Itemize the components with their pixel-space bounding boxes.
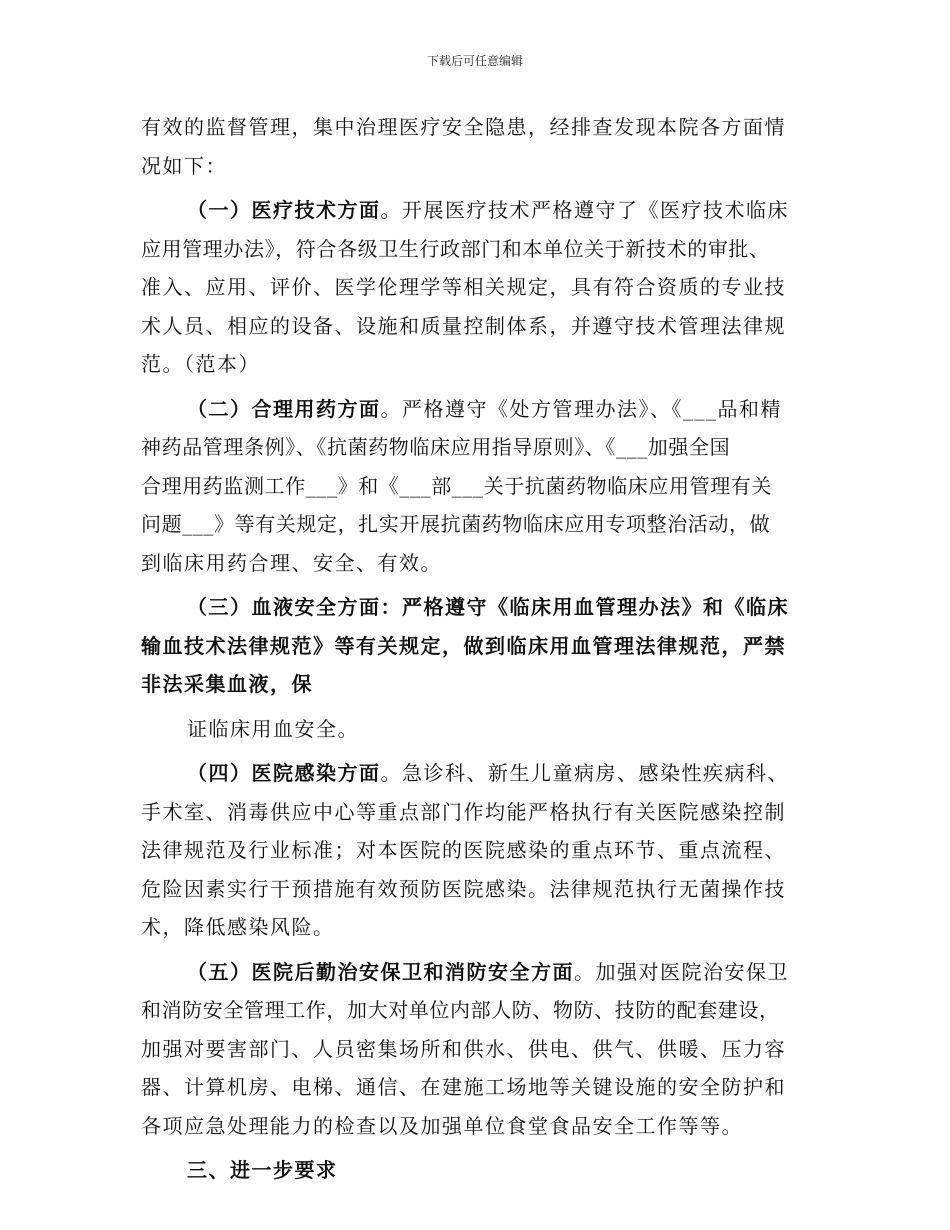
paragraph-5-heading: （五）医院后勤治安保卫和消防安全方面 xyxy=(187,959,574,984)
text-line: 输血技术法律规范》等有关规定，做到临床用血管理法律规范，严禁 xyxy=(141,633,786,658)
paragraph-5-first-line xyxy=(141,953,821,992)
paragraph-2-text: 。严格遵守《处方管理办法》、《___品和精 xyxy=(380,396,782,421)
text-line: 加强对要害部门、人员密集场所和供水、供电、供气、供暖、压力容 xyxy=(141,1036,786,1061)
paragraph-4-first-line xyxy=(141,754,821,793)
text-line: 各项应急处理能力的检查以及加强单位食堂食品安全工作等等。 xyxy=(141,1113,743,1138)
paragraph-2-first-line xyxy=(141,390,821,429)
paragraph-1-heading: （一）医疗技术方面 xyxy=(187,198,381,222)
paragraph-2-heading: （二）合理用药方面 xyxy=(187,396,381,421)
text-line: 手术室、消毒供应中心等重点部门作均能严格执行有关医院感染控制 xyxy=(141,799,786,824)
text-line: 况如下： xyxy=(141,153,227,178)
text-line: 准入、应用、评价、医学伦理学等相关规定，具有符合资质的专业技 xyxy=(141,275,786,299)
text-line: 神药品管理条例》、《抗菌药物临床应用指导原则》、《___加强全国 xyxy=(141,435,731,459)
paragraph-5-text: 。加强对医院治安保卫 xyxy=(574,959,789,984)
text-line: 和消防安全管理工作，加大对单位内部人防、物防、技防的配套建设， xyxy=(141,998,780,1022)
text-line: 术，降低感染风险。 xyxy=(141,915,335,939)
text-line: 危险因素实行干预措施有效预防医院感染。法律规范执行无菌操作技 xyxy=(141,876,786,901)
text-line: 到临床用药合理、安全、有效。 xyxy=(141,550,442,575)
paragraph-3-heading: （三）血液安全方面：严格遵守《临床用血管理办法》和《临床 xyxy=(187,595,789,619)
text-line: 合理用药监测工作___》和《___部___关于抗菌药物临床应用管理有关 xyxy=(141,473,772,498)
text-line: 证临床用血安全。 xyxy=(187,716,359,741)
text-line: 器、计算机房、电梯、通信、在建施工场地等关键设施的安全防护和 xyxy=(141,1075,786,1099)
text-line: 非法采集血液，保 xyxy=(141,672,313,696)
text-line: 范。（范本） xyxy=(141,352,260,376)
paragraph-1-first-line xyxy=(141,191,821,230)
text-line: 应用管理办法》，符合各级卫生行政部门和本单位关于新技术的审批、 xyxy=(141,236,770,261)
paragraph-4-text: 。急诊科、新生儿童病房、感染性疾病科、 xyxy=(380,761,789,785)
text-line: 问题___》等有关规定，扎实开展抗菌药物临床应用专项整治活动，做 xyxy=(141,512,771,536)
section-3-heading: 三、进一步要求 xyxy=(187,1158,338,1182)
text-line: 法律规范及行业标准；对本医院的医院感染的重点环节、重点流程、 xyxy=(141,838,786,862)
text-line: 术人员、相应的设备、设施和质量控制体系，并遵守技术管理法律规 xyxy=(141,313,786,338)
paragraph-4-heading: （四）医院感染方面 xyxy=(187,761,381,785)
page-header: 下载后可任意编辑 xyxy=(426,54,523,68)
document-body xyxy=(141,108,821,1190)
paragraph-1-text: 。开展医疗技术严格遵守了《医疗技术临床 xyxy=(380,198,789,222)
text-line: 有效的监督管理，集中治理医疗安全隐患，经排查发现本院各方面情 xyxy=(141,115,786,139)
